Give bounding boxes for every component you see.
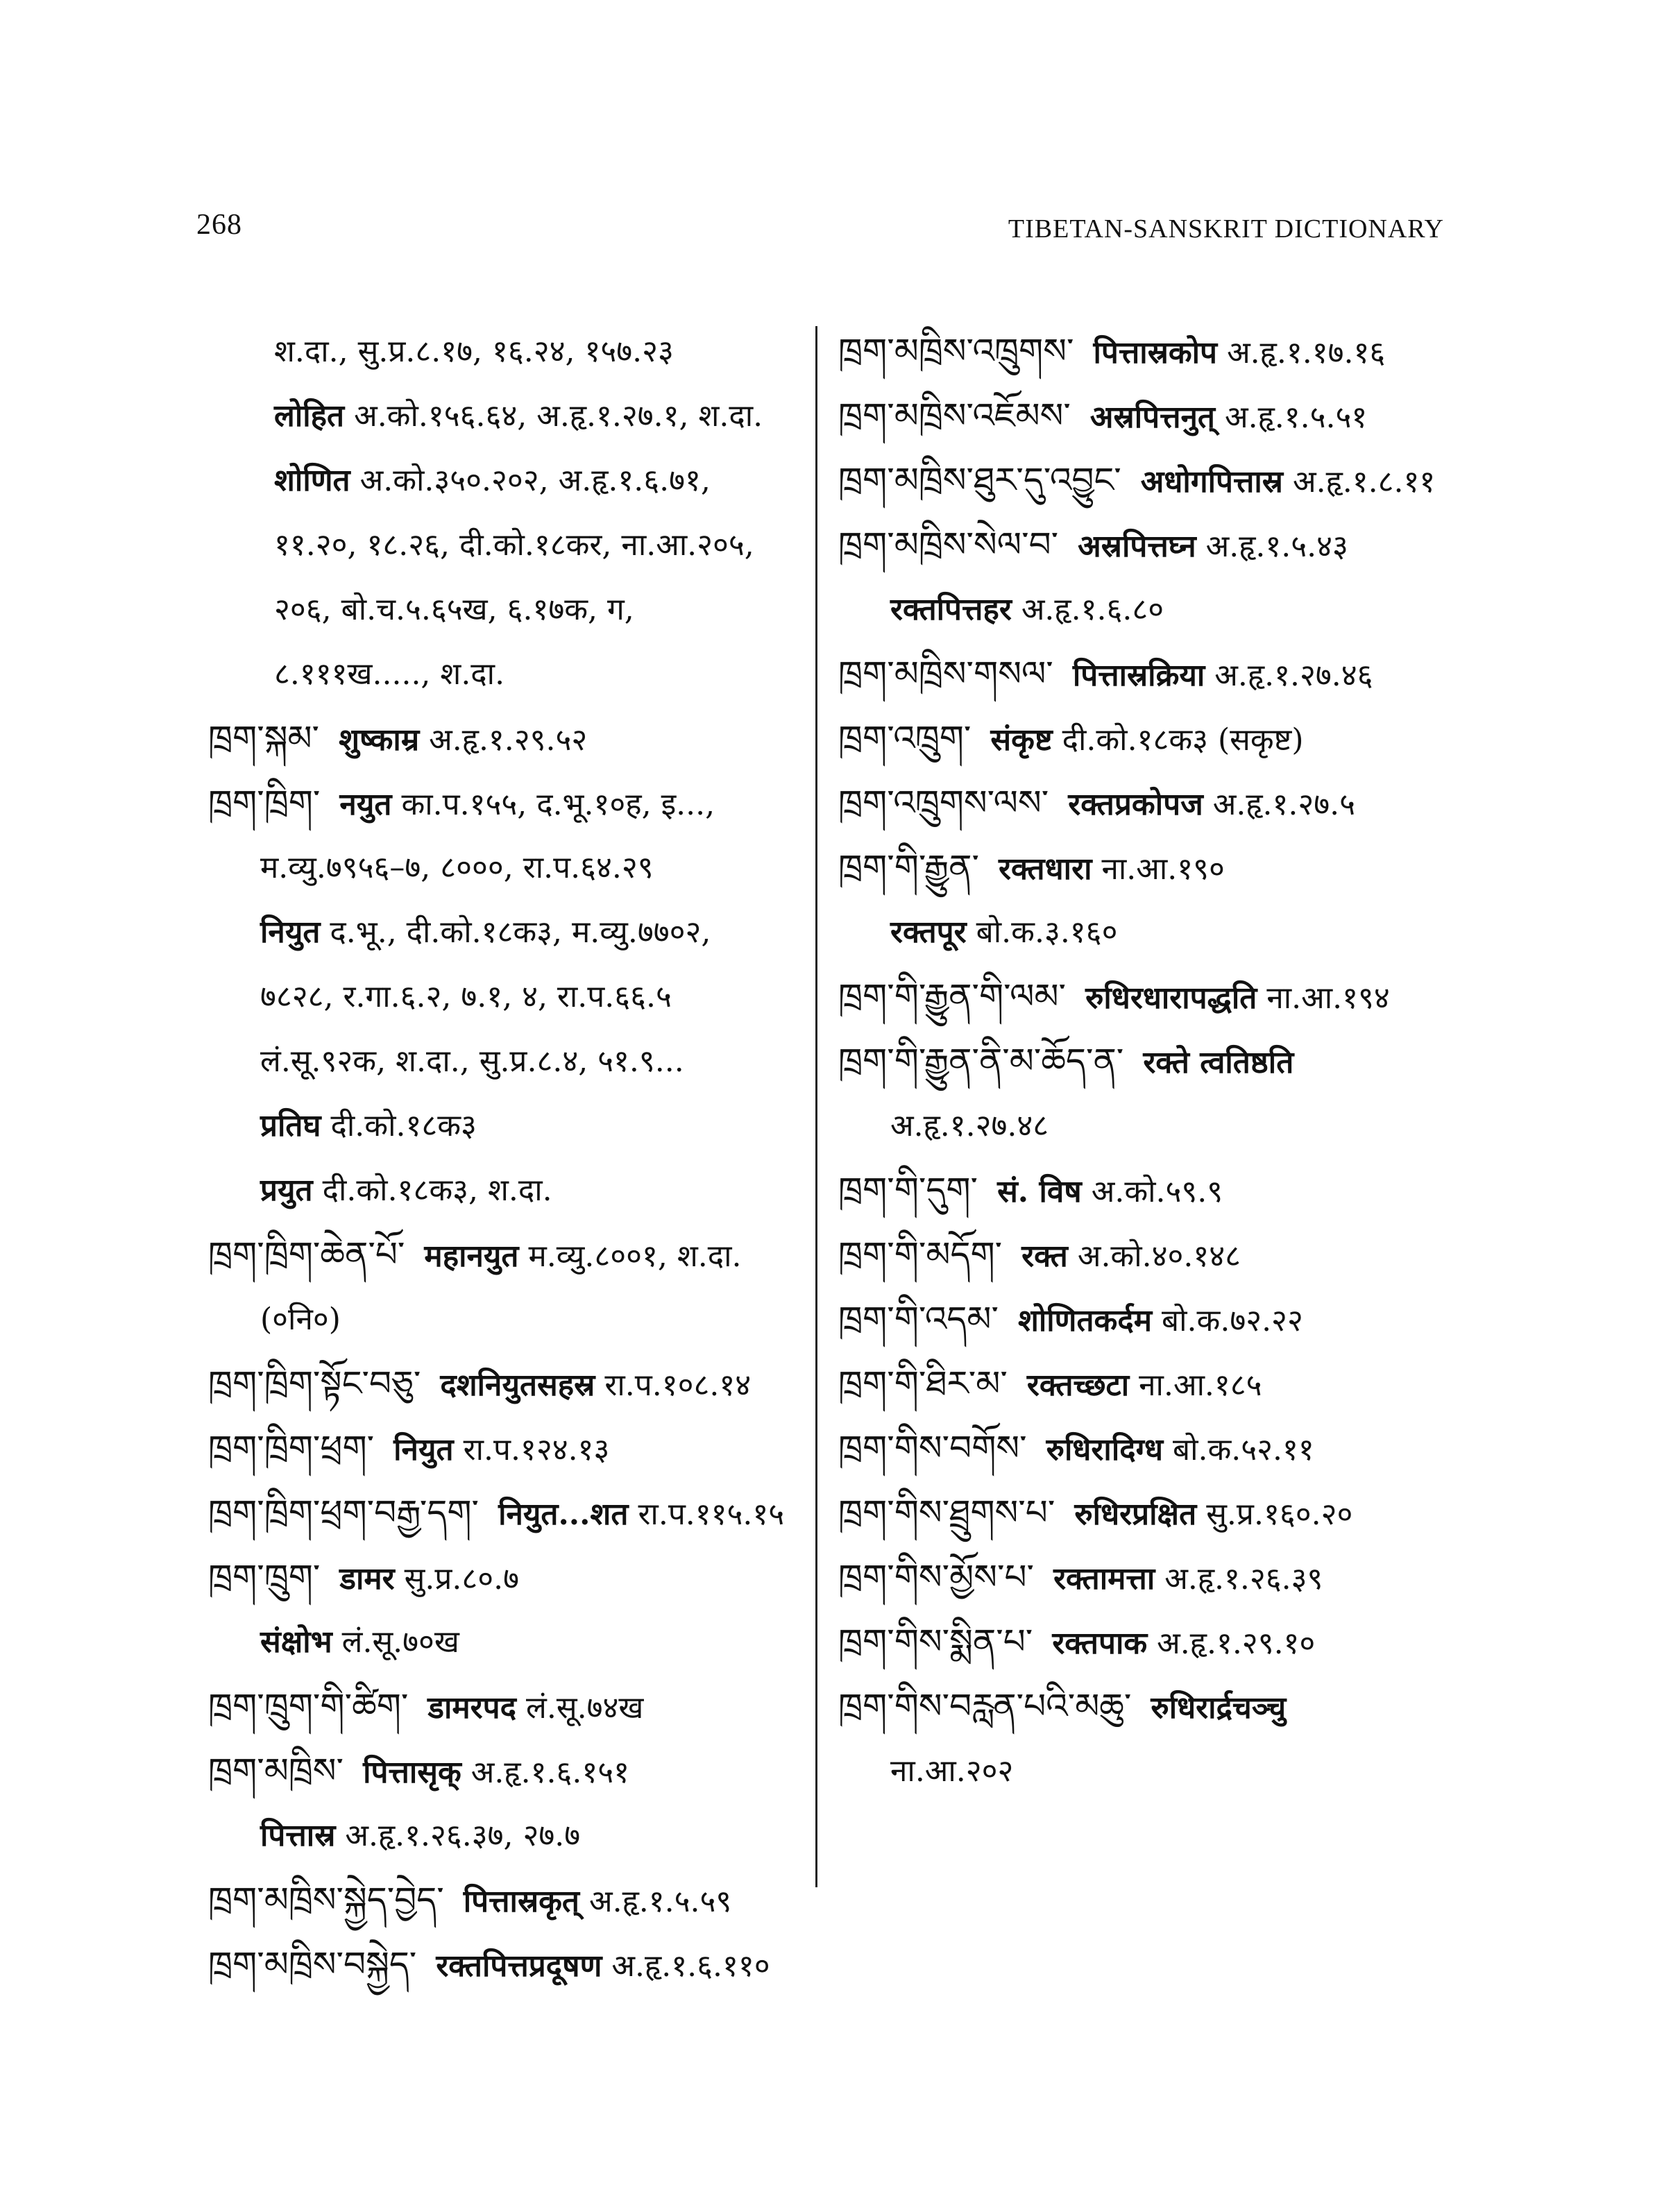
sanskrit-equivalent: प्रतिघ xyxy=(260,1108,321,1143)
entry-continuation-line xyxy=(208,448,812,513)
source-references: ना.आ.१९० xyxy=(1101,851,1225,887)
source-references: (०नि०) xyxy=(260,1302,341,1337)
source-references: ना.आ.१८५ xyxy=(1139,1368,1262,1403)
source-references: ११.२०, १८.२६, दी.को.१८कर, ना.आ.२०५, xyxy=(274,527,754,563)
sanskrit-equivalent: रक्तच्छटा xyxy=(1026,1368,1130,1403)
tibetan-headword: ཁྲག་འཁྲུགས་ལས་ xyxy=(838,783,1049,823)
dictionary-entry xyxy=(208,1674,812,1739)
sanskrit-equivalent: रक्तपाक xyxy=(1052,1626,1148,1661)
sanskrit-equivalent: रक्तप्रकोपज xyxy=(1068,787,1203,822)
source-references: दी.को.१८क३, श.दा. xyxy=(322,1173,552,1208)
right-column xyxy=(838,319,1463,1803)
tibetan-headword: ཁྲག་མཁྲིས་སྐྱེད་བྱེད་ xyxy=(208,1880,444,1920)
tibetan-headword: ཁྲག་གིས་བགོས་ xyxy=(838,1428,1027,1468)
source-references: ना.आ.२०२ xyxy=(890,1753,1014,1789)
source-references: २०६, बो.च.५.६५ख, ६.१७क, ग, xyxy=(274,592,634,627)
source-references: अ.हृ.१.२६.३७, २७.७ xyxy=(345,1818,581,1853)
entry-continuation-line xyxy=(208,835,812,900)
entry-continuation-line xyxy=(208,964,812,1029)
sanskrit-equivalent: सं. विष xyxy=(997,1174,1082,1209)
entry-continuation-line xyxy=(208,1029,812,1094)
tibetan-headword: ཁྲག་མཁྲིས་ཐུར་དུ་འབྱུང་ xyxy=(838,460,1121,500)
source-references: अ.को.४०.१४८ xyxy=(1077,1239,1241,1274)
tibetan-headword: ཁྲག་ཁྲིག་ xyxy=(208,783,321,823)
tibetan-headword: ཁྲག་གི་རྒྱུན་ནི་མ་ཆོད་ན་ xyxy=(838,1041,1124,1081)
sanskrit-equivalent: अधोगपित्तास्र xyxy=(1140,464,1283,500)
dictionary-entry xyxy=(838,1352,1463,1416)
source-references: रा.प.११५.१५ xyxy=(638,1497,785,1532)
dictionary-entry xyxy=(838,1223,1463,1287)
entry-continuation-line xyxy=(838,577,1463,642)
source-references: अ.हृ.१.१७.१६ xyxy=(1227,335,1386,371)
source-references: श.दा., सु.प्र.८.१७, १६.२४, १५७.२३ xyxy=(274,334,674,369)
tibetan-headword: ཁྲག་གི་འདམ་ xyxy=(838,1299,999,1339)
source-references: अ.को.५९.९ xyxy=(1091,1174,1223,1209)
source-references: अ.हृ.१.५.४३ xyxy=(1205,529,1348,564)
source-references: ७८२८, र.गा.६.२, ७.१, ४, रा.प.६६.५ xyxy=(260,979,672,1014)
dictionary-entry xyxy=(208,1739,812,1803)
sanskrit-equivalent: शोणितकर्दम xyxy=(1017,1303,1153,1338)
source-references: लं.सू.७४ख xyxy=(526,1690,644,1726)
source-references: रा.प.१०८.१४ xyxy=(604,1368,752,1403)
source-references: अ.हृ.१.२९.५२ xyxy=(429,722,588,758)
tibetan-headword: ཁྲག་གི་དུག་ xyxy=(838,1170,978,1210)
tibetan-headword: ཁྲག་མཁྲིས་འཇོམས་ xyxy=(838,395,1071,436)
dictionary-entry xyxy=(838,513,1463,577)
tibetan-headword: ཁྲག་མཁྲིས་གསལ་ xyxy=(838,654,1053,694)
sanskrit-equivalent: पित्तास्रकृत् xyxy=(463,1884,579,1919)
dictionary-entry xyxy=(838,1029,1463,1094)
tibetan-headword: ཁྲག་གིས་སྨིན་པ་ xyxy=(838,1622,1033,1662)
dictionary-entry xyxy=(838,1610,1463,1674)
tibetan-headword: ཁྲག་འཁྲུག་ xyxy=(838,718,971,758)
sanskrit-equivalent: रक्तपित्तप्रदूषण xyxy=(436,1948,602,1984)
tibetan-headword: ཁྲག་སྐམ་ xyxy=(208,718,320,758)
dictionary-entry xyxy=(838,384,1463,448)
column-divider xyxy=(815,326,817,1887)
sanskrit-equivalent: रक्ते त्वतिष्ठति xyxy=(1143,1045,1294,1080)
sanskrit-equivalent: प्रयुत xyxy=(260,1173,313,1208)
entry-continuation-line xyxy=(208,900,812,964)
sanskrit-equivalent: नियुत xyxy=(393,1432,454,1467)
source-references: ८.१११ख....., श.दा. xyxy=(274,656,505,692)
dictionary-entry xyxy=(208,1481,812,1545)
source-references: दी.को.१८क३ (सकृष्ट) xyxy=(1062,722,1304,758)
sanskrit-equivalent: डामर xyxy=(339,1561,395,1597)
source-references: द.भू., दी.को.१८क३, म.व्यु.७७०२, xyxy=(330,914,711,950)
source-references: बो.क.५२.११ xyxy=(1173,1432,1314,1467)
tibetan-headword: ཁྲག་མཁྲིས་སེལ་བ་ xyxy=(838,525,1059,565)
dictionary-entry xyxy=(838,448,1463,513)
source-references: अ.हृ.१.८.११ xyxy=(1292,464,1436,500)
entry-continuation-line xyxy=(208,1610,812,1674)
sanskrit-equivalent: रक्तधारा xyxy=(998,851,1092,887)
source-references: अ.हृ.१.२७.५ xyxy=(1212,787,1356,822)
dictionary-entry xyxy=(838,771,1463,835)
source-references: अ.हृ.१.२९.१० xyxy=(1157,1626,1316,1661)
tibetan-headword: ཁྲག་ཁྲུག་ xyxy=(208,1557,321,1597)
entry-continuation-line xyxy=(208,642,812,706)
dictionary-entry xyxy=(208,1223,812,1287)
tibetan-headword: ཁྲག་ཁྲིག་ཕྲག་ xyxy=(208,1428,375,1468)
source-references: अ.को.३५०.२०२, अ.हृ.१.६.७१, xyxy=(359,463,711,498)
source-references: लं.सू.९२क, श.दा., सु.प्र.८.४, ५१.९... xyxy=(260,1044,684,1079)
sanskrit-equivalent: लोहित xyxy=(274,398,345,434)
source-references: लं.सू.७०ख xyxy=(341,1624,459,1660)
source-references: ना.आ.१९४ xyxy=(1266,980,1390,1016)
tibetan-headword: ཁྲག་ཁྲིག་ཕྲག་བརྒྱ་དག་ xyxy=(208,1492,480,1533)
sanskrit-equivalent: संकृष्ट xyxy=(990,722,1053,758)
sanskrit-equivalent: रक्तपित्तहर xyxy=(890,592,1012,627)
entry-continuation-line xyxy=(208,513,812,577)
sanskrit-equivalent: रुधिरार्द्रचञ्चु xyxy=(1151,1690,1287,1726)
tibetan-headword: ཁྲག་གི་རྒྱུན་གི་ལམ་ xyxy=(838,976,1067,1016)
dictionary-entry xyxy=(838,642,1463,706)
tibetan-headword: ཁྲག་གིས་བརླན་པའི་མཆུ་ xyxy=(838,1686,1132,1726)
dictionary-entry xyxy=(208,1868,812,1932)
tibetan-headword: ཁྲག་མཁྲིས་འཁྲུགས་ xyxy=(838,331,1074,371)
dictionary-entry xyxy=(838,1416,1463,1481)
dictionary-entry xyxy=(838,1287,1463,1352)
source-references: रा.प.१२४.१३ xyxy=(463,1432,610,1467)
source-references: अ.हृ.१.२७.४८ xyxy=(890,1108,1049,1143)
tibetan-headword: ཁྲག་གིས་ཐྲུགས་པ་ xyxy=(838,1492,1055,1533)
entry-continuation-line xyxy=(208,1094,812,1158)
tibetan-headword: ཁྲག་ཁྲུག་གི་ཚིག་ xyxy=(208,1686,409,1726)
source-references: अ.हृ.१.५.५१ xyxy=(1225,400,1368,435)
dictionary-entry xyxy=(208,771,812,835)
sanskrit-equivalent: डामरपद xyxy=(427,1690,517,1726)
sanskrit-equivalent: रुधिरधारापद्धति xyxy=(1085,980,1257,1016)
dictionary-entry xyxy=(838,1545,1463,1610)
sanskrit-equivalent: पित्तास्रकोप xyxy=(1093,335,1218,371)
sanskrit-equivalent: अस्रपित्तनुत् xyxy=(1089,400,1215,435)
sanskrit-equivalent: अस्रपित्तघ्न xyxy=(1078,529,1196,564)
sanskrit-equivalent: नियुत xyxy=(260,914,321,950)
sanskrit-equivalent: शोणित xyxy=(274,463,350,498)
tibetan-headword: ཁྲག་ཁྲིག་སྟོང་བཅུ་ xyxy=(208,1363,421,1404)
left-column xyxy=(208,319,812,1997)
source-references: बो.क.३.१६० xyxy=(976,914,1118,950)
page-number: 268 xyxy=(196,209,242,241)
entry-continuation-line xyxy=(208,577,812,642)
tibetan-headword: ཁྲག་གི་ཐིར་མ་ xyxy=(838,1363,1008,1404)
sanskrit-equivalent: पित्तासृक् xyxy=(363,1755,461,1790)
dictionary-entry xyxy=(208,1352,812,1416)
entry-continuation-line xyxy=(208,1803,812,1868)
dictionary-entry xyxy=(838,319,1463,384)
source-references: म.व्यु.८००१, श.दा. xyxy=(528,1239,742,1274)
source-references: अ.हृ.१.६.८० xyxy=(1021,592,1164,627)
source-references: अ.हृ.१.६.१५१ xyxy=(470,1755,629,1790)
entry-continuation-line xyxy=(208,1287,812,1352)
entry-continuation-line xyxy=(208,384,812,448)
tibetan-headword: ཁྲག་ཁྲིག་ཆེན་པོ་ xyxy=(208,1234,405,1275)
tibetan-headword: ཁྲག་གིས་མྱོས་པ་ xyxy=(838,1557,1035,1597)
source-references: अ.हृ.१.२६.३९ xyxy=(1164,1561,1323,1597)
sanskrit-equivalent: दशनियुतसहस्र xyxy=(440,1368,595,1403)
dictionary-entry xyxy=(208,706,812,771)
sanskrit-equivalent: रक्त xyxy=(1021,1239,1068,1274)
source-references: दी.को.१८क३ xyxy=(330,1108,477,1143)
dictionary-entry xyxy=(838,964,1463,1029)
tibetan-headword: ཁྲག་མཁྲིས་བསྐྱེད་ xyxy=(208,1944,417,1984)
source-references: सु.प्र.८०.७ xyxy=(404,1561,520,1597)
sanskrit-equivalent: पित्तास्र xyxy=(260,1818,336,1853)
running-head: TIBETAN-SANSKRIT DICTIONARY xyxy=(1008,214,1444,244)
dictionary-entry xyxy=(838,1674,1463,1739)
sanskrit-equivalent: शुष्काम्र xyxy=(339,722,420,758)
source-references: अ.हृ.१.६.११० xyxy=(611,1948,770,1984)
source-references: अ.हृ.१.५.५९ xyxy=(589,1884,732,1919)
source-references: अ.को.१५६.६४, अ.हृ.१.२७.१, श.दा. xyxy=(354,398,763,434)
entry-continuation-line xyxy=(838,1094,1463,1158)
dictionary-entry xyxy=(838,1158,1463,1223)
dictionary-entry xyxy=(208,1932,812,1997)
sanskrit-equivalent: पित्तास्रक्रिया xyxy=(1072,658,1205,693)
source-references: सु.प्र.१६०.२० xyxy=(1206,1497,1353,1532)
dictionary-entry xyxy=(838,835,1463,900)
source-references: म.व्यु.७९५६–७, ८०००, रा.प.६४.२९ xyxy=(260,850,654,885)
source-references: अ.हृ.१.२७.४६ xyxy=(1214,658,1373,693)
sanskrit-equivalent: रक्तामत्ता xyxy=(1053,1561,1155,1597)
sanskrit-equivalent: महानयुत xyxy=(424,1239,519,1274)
tibetan-headword: ཁྲག་གི་རྒྱུན་ xyxy=(838,847,979,887)
sanskrit-equivalent: नियुत...शत xyxy=(498,1497,629,1532)
dictionary-entry xyxy=(838,1481,1463,1545)
tibetan-headword: ཁྲག་གི་མདོག་ xyxy=(838,1234,1003,1275)
entry-continuation-line xyxy=(838,900,1463,964)
sanskrit-equivalent: नयुत xyxy=(339,787,392,822)
sanskrit-equivalent: रुधिरादिग्ध xyxy=(1046,1432,1163,1467)
dictionary-entry xyxy=(208,1416,812,1481)
entry-continuation-line xyxy=(838,1739,1463,1803)
dictionary-entry xyxy=(838,706,1463,771)
entry-continuation-line xyxy=(208,1158,812,1223)
source-references: बो.क.७२.२२ xyxy=(1162,1303,1303,1338)
sanskrit-equivalent: रक्तपूर xyxy=(890,914,967,950)
dictionary-entry xyxy=(208,1545,812,1610)
sanskrit-equivalent: संक्षोभ xyxy=(260,1624,332,1660)
source-references: का.प.१५५, द.भू.१०ह, इ..., xyxy=(401,787,715,822)
sanskrit-equivalent: रुधिरप्रक्षित xyxy=(1074,1497,1197,1532)
entry-continuation-line xyxy=(208,319,812,384)
tibetan-headword: ཁྲག་མཁྲིས་ xyxy=(208,1751,344,1791)
